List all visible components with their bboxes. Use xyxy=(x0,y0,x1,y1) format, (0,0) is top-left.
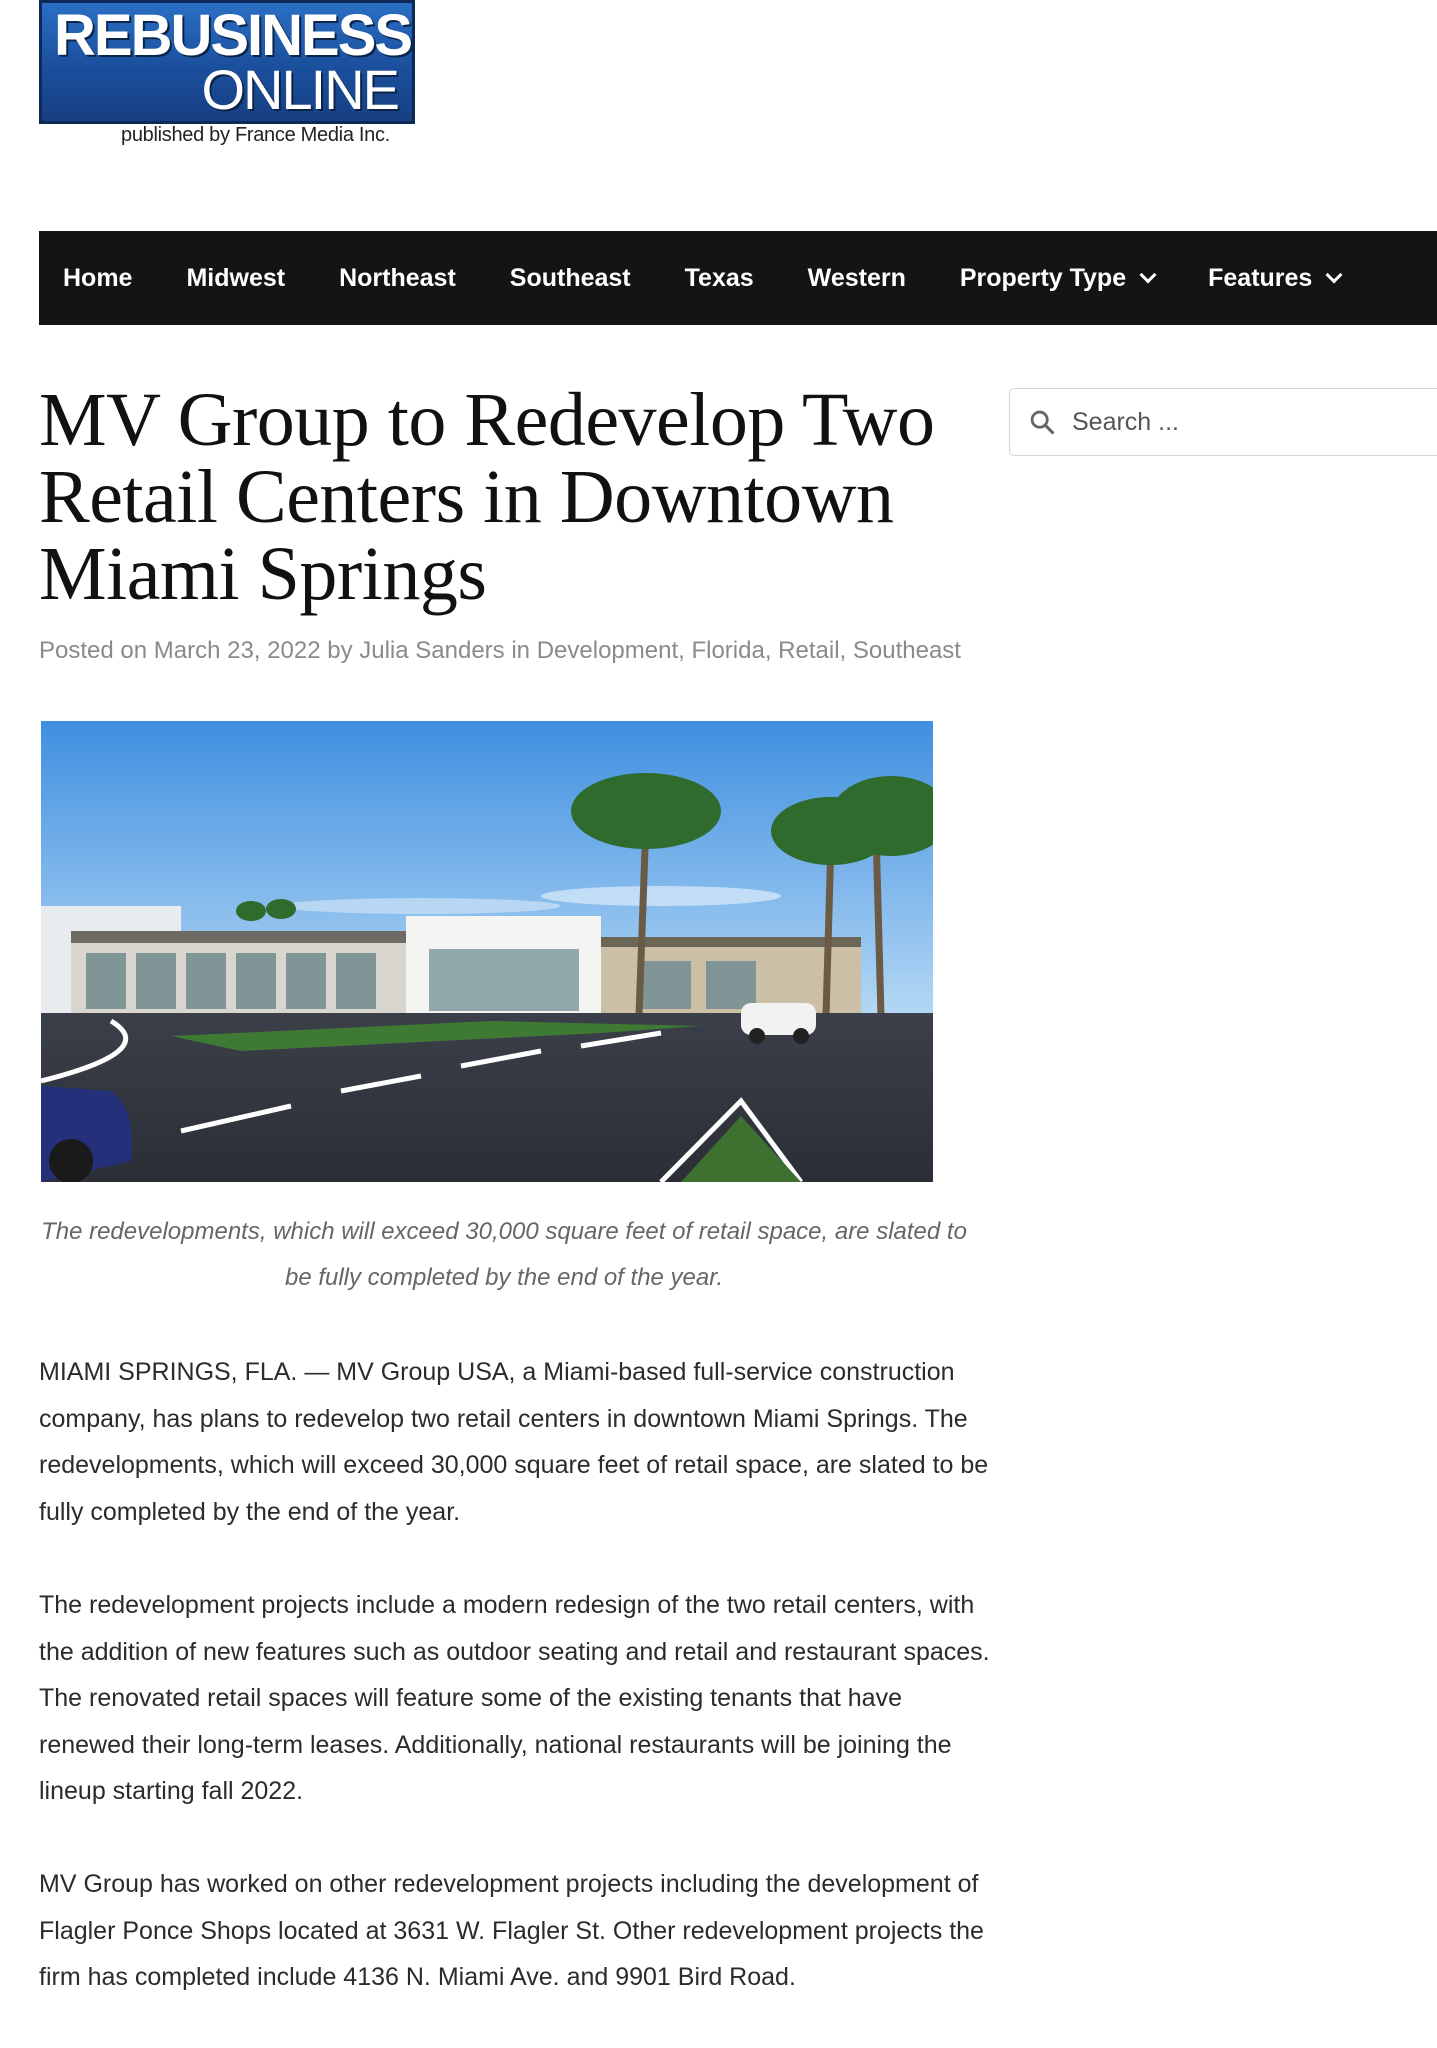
main-navigation xyxy=(39,231,1437,325)
nav-label: Texas xyxy=(684,263,754,292)
nav-item-southeast[interactable] xyxy=(483,231,658,325)
nav-label: Western xyxy=(807,263,906,292)
article-meta: Posted on March 23, 2022 by Julia Sanders in Development, Florida, Retail, Southeast xyxy=(39,637,961,664)
nav-item-home[interactable] xyxy=(39,231,159,325)
chevron-down-icon xyxy=(1140,267,1157,284)
meta-posted-on: Posted on xyxy=(39,637,148,664)
article-paragraph: MV Group has worked on other redevelopment projects including the development of Flagler Ponce Shops located at 3631 W. Flagler St. Other redevelopment projects the firm has completed include 4136 N. Miami Ave. and 9901 Bird Road. xyxy=(39,1870,984,1991)
image-caption: The redevelopments, which will exceed 30,000 square feet of retail space, are slated to be fully completed by the end of the year. xyxy=(41,1218,967,1291)
logo-line-2: ONLINE xyxy=(201,58,398,121)
nav-item-western[interactable] xyxy=(781,231,933,325)
search-box xyxy=(1009,388,1437,456)
logo-badge xyxy=(39,0,415,124)
site-logo[interactable] xyxy=(39,0,419,152)
article-hero-image xyxy=(41,721,933,1182)
nav-item-midwest[interactable] xyxy=(159,231,312,325)
nav-item-texas[interactable] xyxy=(658,231,781,325)
search-icon[interactable] xyxy=(1028,408,1056,436)
search-input[interactable] xyxy=(1070,407,1434,438)
nav-item-features[interactable] xyxy=(1181,231,1367,325)
category-link-florida[interactable]: Florida xyxy=(691,637,765,664)
logo-line-1: REBUSINESS xyxy=(54,3,412,68)
article-paragraph: The redevelopment projects include a modern redesign of the two retail centers, with the addition of new features such as outdoor seating and retail and restaurant spaces. The renovated retail spaces will feature some of the existing tenants that have renewed their long-term leases. Additionally, national restaurants will be joining the lineup starting fall 2022. xyxy=(39,1591,990,1805)
category-link-retail[interactable]: Retail xyxy=(778,637,840,664)
nav-label: Midwest xyxy=(186,263,286,292)
nav-item-northeast[interactable] xyxy=(312,231,483,325)
category-link-development[interactable]: Development xyxy=(536,637,679,664)
nav-label: Features xyxy=(1208,263,1313,292)
meta-by: by xyxy=(327,637,353,664)
meta-author-link[interactable]: Julia Sanders xyxy=(359,637,505,664)
chevron-down-icon xyxy=(1326,267,1343,284)
category-link-southeast[interactable]: Southeast xyxy=(852,637,961,664)
meta-date-link[interactable]: March 23, 2022 xyxy=(153,637,321,664)
meta-in: in xyxy=(511,637,531,664)
nav-label: Southeast xyxy=(509,263,631,292)
nav-label: Northeast xyxy=(339,263,456,292)
nav-label: Home xyxy=(63,263,133,292)
article-paragraph: MIAMI SPRINGS, FLA. — MV Group USA, a Miami-based full-service construction company, has plans to redevelop two retail centers in downtown Miami Springs. The redevelopments, which will exceed 30,000 square feet of retail space, are slated to be fully completed by the end of the year. xyxy=(39,1358,989,1526)
logo-tagline: published by France Media Inc. xyxy=(121,124,390,146)
article-title: MV Group to Redevelop Two Retail Centers in Downtown Miami Springs xyxy=(39,378,935,616)
nav-label: Property Type xyxy=(959,263,1127,292)
nav-item-property-type[interactable] xyxy=(933,231,1181,325)
